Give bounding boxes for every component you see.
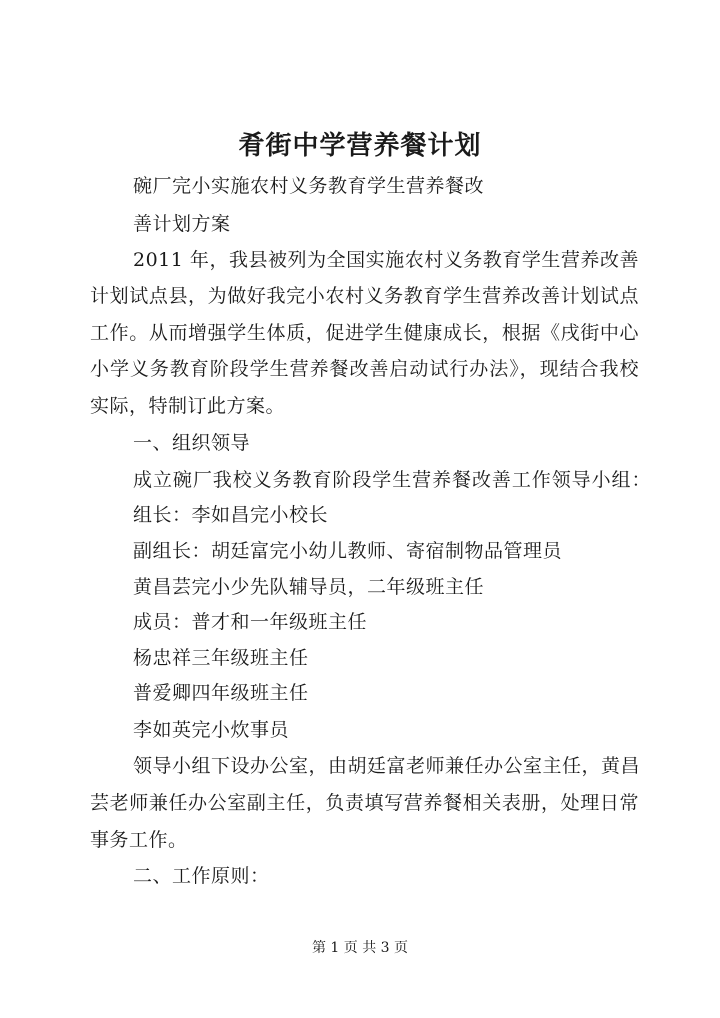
text-line: 碗厂完小实施农村义务教育学生营养餐改 bbox=[133, 175, 485, 197]
page-footer: 第 1 页 共 3 页 bbox=[311, 940, 409, 956]
section-heading: 二、工作原则： bbox=[133, 865, 270, 887]
text-line: 芸老师兼任办公室副主任，负责填写营养餐相关表册，处理日常 bbox=[90, 792, 639, 814]
document-title: 肴街中学营养餐计划 bbox=[238, 131, 482, 161]
text-line: 李如英完小炊事员 bbox=[133, 719, 290, 741]
text-line: 黄昌芸完小少先队辅导员，二年级班主任 bbox=[133, 576, 485, 598]
text-line: 善计划方案 bbox=[133, 213, 231, 235]
text-line: 杨忠祥三年级班主任 bbox=[133, 647, 309, 669]
text-line: 副组长：胡廷富完小幼儿教师、寄宿制物品管理员 bbox=[133, 540, 563, 562]
text-line: 成员：普才和一年级班主任 bbox=[133, 611, 368, 633]
text-line: 成立碗厂我校义务教育阶段学生营养餐改善工作领导小组： bbox=[133, 469, 651, 491]
text-line: 2011 年，我县被列为全国实施农村义务教育学生营养改善 bbox=[133, 249, 639, 271]
text-line: 普爱卿四年级班主任 bbox=[133, 682, 309, 704]
text-line: 小学义务教育阶段学生营养餐改善启动试行办法》，现结合我校 bbox=[90, 358, 639, 380]
text-line: 工作。从而增强学生体质，促进学生健康成长，根据《戌街中心 bbox=[90, 322, 639, 344]
text-line: 领导小组下设办公室，由胡廷富老师兼任办公室主任，黄昌 bbox=[133, 755, 641, 777]
text-line: 事务工作。 bbox=[90, 829, 188, 851]
section-heading: 一、组织领导 bbox=[133, 432, 251, 454]
text-line: 实际，特制订此方案。 bbox=[90, 395, 286, 417]
text-line: 计划试点县，为做好我完小农村义务教育学生营养改善计划试点 bbox=[90, 285, 639, 307]
text-line: 组长：李如昌完小校长 bbox=[133, 504, 329, 526]
